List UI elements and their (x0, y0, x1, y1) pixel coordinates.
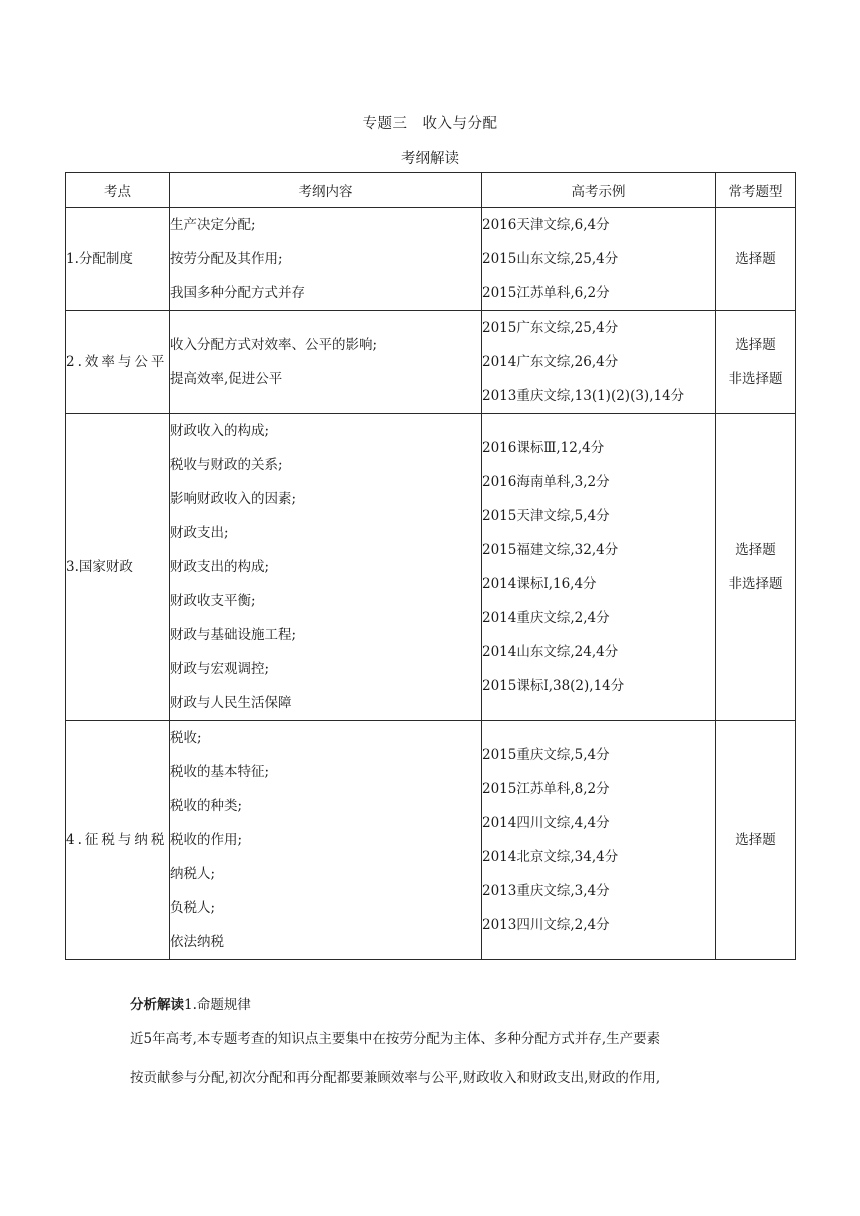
types-cell (716, 414, 796, 721)
example-line: 2015江苏单科,6,2分 (482, 285, 610, 301)
example-line: 2014山东文综,24,4分 (482, 644, 619, 660)
content-line: 我国多种分配方式并存 (170, 285, 305, 301)
example-line: 2015天津文综,5,4分 (482, 508, 610, 524)
analysis-paragraph-line: 近5年高考,本专题考查的知识点主要集中在按劳分配为主体、多种分配方式并存,生产要素 (130, 1031, 661, 1047)
content-line: 财政支出的构成; (170, 559, 270, 575)
example-line: 2016海南单科,3,2分 (482, 474, 610, 490)
examples-cell (482, 311, 716, 414)
header-types: 常考题型 (716, 173, 796, 208)
topic-cell: 4.征税与纳税 (66, 721, 170, 960)
content-line: 财政收入的构成; (170, 423, 270, 439)
content-line: 财政收支平衡; (170, 593, 256, 609)
example-line: 2016天津文综,6,4分 (482, 217, 610, 233)
example-line: 2013重庆文综,13(1)(2)(3),14分 (482, 388, 685, 404)
content-line: 税收的基本特征; (170, 764, 270, 780)
content-line: 纳税人; (170, 866, 216, 882)
examples-cell (482, 414, 716, 721)
content-line: 财政与基础设施工程; (170, 627, 297, 643)
content-cell (170, 414, 482, 721)
analysis-subheading: 1.命题规律 (184, 997, 251, 1013)
analysis-label: 分析解读 (130, 997, 184, 1013)
content-line: 税收的作用; (170, 832, 243, 848)
content-line: 税收的种类; (170, 798, 243, 814)
example-line: 2014重庆文综,2,4分 (482, 610, 610, 626)
content-line: 影响财政收入的因素; (170, 491, 297, 507)
example-line: 2015广东文综,25,4分 (482, 320, 619, 336)
content-cell (170, 721, 482, 960)
example-line: 2014四川文综,4,4分 (482, 815, 610, 831)
analysis-heading (130, 992, 251, 1018)
example-line: 2015江苏单科,8,2分 (482, 781, 610, 797)
type-line: 选择题 (735, 832, 776, 848)
example-line: 2015福建文综,32,4分 (482, 542, 619, 558)
examples-cell (482, 208, 716, 311)
types-cell (716, 721, 796, 960)
page-subtitle: 考纲解读 (401, 151, 459, 167)
header-topic: 考点 (66, 173, 170, 208)
example-line: 2015山东文综,25,4分 (482, 251, 619, 267)
header-content: 考纲内容 (170, 173, 482, 208)
content-line: 财政支出; (170, 525, 229, 541)
table-row (66, 721, 796, 960)
content-line: 收入分配方式对效率、公平的影响; (170, 337, 378, 353)
example-line: 2015课标Ⅰ,38(2),14分 (482, 678, 625, 694)
header-examples: 高考示例 (482, 173, 716, 208)
example-line: 2013四川文综,2,4分 (482, 917, 610, 933)
content-line: 按劳分配及其作用; (170, 251, 283, 267)
types-cell (716, 208, 796, 311)
type-line: 选择题 (735, 337, 776, 353)
topic-cell: 3.国家财政 (66, 414, 170, 721)
content-line: 税收与财政的关系; (170, 457, 283, 473)
example-line: 2014广东文综,26,4分 (482, 354, 619, 370)
content-line: 负税人; (170, 900, 216, 916)
content-line: 依法纳税 (170, 934, 224, 950)
syllabus-table (65, 172, 796, 960)
examples-cell (482, 721, 716, 960)
type-line: 非选择题 (728, 576, 783, 592)
example-line: 2014北京文综,34,4分 (482, 849, 619, 865)
analysis-paragraph-line: 按贡献参与分配,初次分配和再分配都要兼顾效率与公平,财政收入和财政支出,财政的作用, (130, 1070, 661, 1086)
table-header-row (66, 173, 796, 208)
content-cell (170, 208, 482, 311)
content-line: 税收; (170, 730, 202, 746)
example-line: 2015重庆文综,5,4分 (482, 747, 610, 763)
content-line: 生产决定分配; (170, 217, 256, 233)
table-row (66, 414, 796, 721)
content-line: 财政与人民生活保障 (170, 695, 292, 711)
content-line: 财政与宏观调控; (170, 661, 270, 677)
type-line: 选择题 (735, 251, 776, 267)
page-title: 专题三 收入与分配 (362, 116, 498, 132)
table-row (66, 208, 796, 311)
topic-cell: 2.效率与公平 (66, 311, 170, 414)
example-line: 2014课标Ⅰ,16,4分 (482, 576, 597, 592)
example-line: 2013重庆文综,3,4分 (482, 883, 610, 899)
example-line: 2016课标Ⅲ,12,4分 (482, 440, 605, 456)
type-line: 非选择题 (728, 371, 783, 387)
types-cell (716, 311, 796, 414)
type-line: 选择题 (735, 542, 776, 558)
content-cell (170, 311, 482, 414)
content-line: 提高效率,促进公平 (170, 371, 283, 387)
topic-cell: 1.分配制度 (66, 208, 170, 311)
table-row (66, 311, 796, 414)
